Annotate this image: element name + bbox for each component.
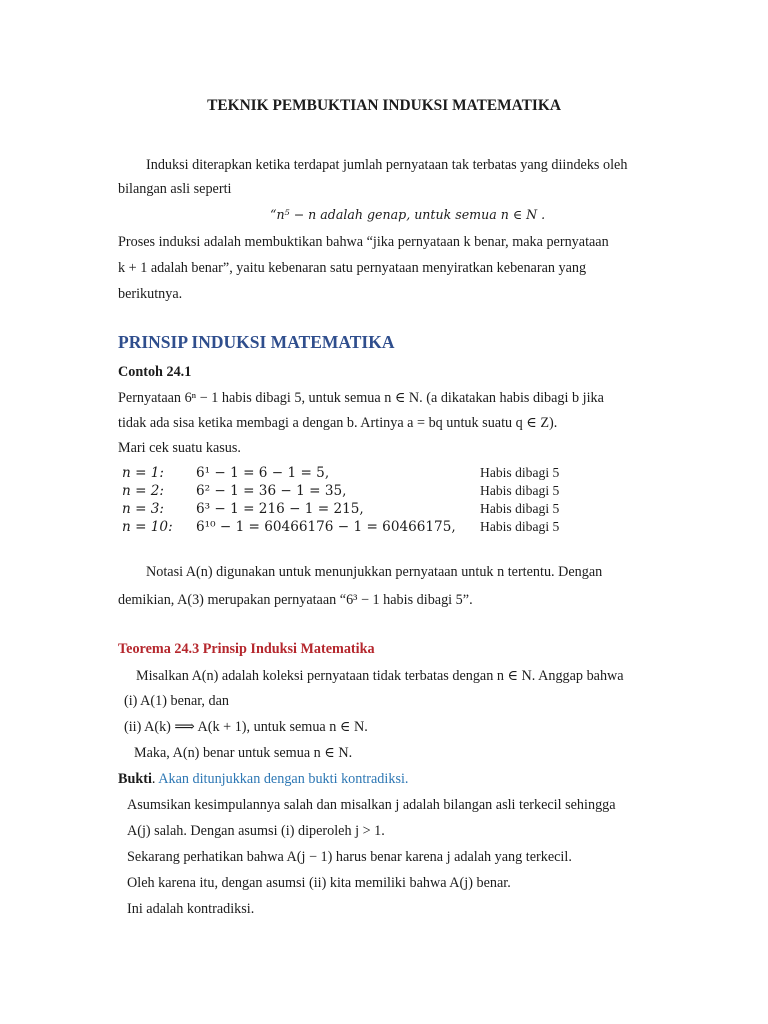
bukti-line-5: Ini adalah kontradiksi. (127, 901, 255, 917)
contoh-line-1: Pernyataan 6ⁿ − 1 habis dibagi 5, untuk semua n ∈ N. (a dikatakan habis dibagi b jika (118, 390, 604, 406)
bukti-label: Bukti (118, 771, 152, 787)
case-result: Habis dibagi 5 (480, 501, 560, 516)
case-n: n = 3: (122, 501, 165, 517)
case-n: n = 10: (122, 519, 173, 535)
intro-example-formula: “n⁵ − n adalah genap, untuk semua n ∈ N . (270, 207, 546, 222)
case-n: n = 2: (122, 483, 165, 499)
case-n: n = 1: (122, 465, 165, 481)
bukti-line-3: Sekarang perhatikan bahwa A(j − 1) harus benar karena j adalah yang terkecil. (127, 849, 572, 865)
bukti-line-2: A(j) salah. Dengan asumsi (i) diperoleh j > 1. (127, 823, 385, 839)
contoh-heading: Contoh 24.1 (118, 364, 192, 380)
notasi-line-2: demikian, A(3) merupakan pernyataan “6³ − 1 habis dibagi 5”. (118, 592, 473, 608)
teorema-line-1: Misalkan A(n) adalah koleksi pernyataan tidak terbatas dengan n ∈ N. Anggap bahwa (136, 668, 624, 684)
case-calc: 6¹⁰ − 1 = 60466176 − 1 = 60466175, (196, 519, 456, 535)
case-calc: 6³ − 1 = 216 − 1 = 215, (196, 501, 364, 517)
notasi-line-1: Notasi A(n) digunakan untuk menunjukkan pernyataan untuk n tertentu. Dengan (146, 564, 603, 580)
teorema-item-2: (ii) A(k) ⟹ A(k + 1), untuk semua n ∈ N. (124, 719, 368, 735)
page-title: TEKNIK PEMBUKTIAN INDUKSI MATEMATIKA (207, 97, 561, 114)
bukti-lead: Akan ditunjukkan dengan bukti kontradiksi. (158, 771, 409, 787)
teorema-heading: Teorema 24.3 Prinsip Induksi Matematika (118, 641, 375, 657)
teorema-item-1: (i) A(1) benar, dan (124, 693, 230, 709)
intro-line-5: berikutnya. (118, 286, 183, 302)
bukti-line-1: Asumsikan kesimpulannya salah dan misalkan j adalah bilangan asli terkecil sehingga (127, 797, 616, 813)
contoh-line-3: Mari cek suatu kasus. (118, 440, 241, 456)
intro-line-3: Proses induksi adalah membuktikan bahwa “jika pernyataan k benar, maka pernyataan (118, 234, 609, 250)
contoh-line-2: tidak ada sisa ketika membagi a dengan b. Artinya a = bq untuk suatu q ∈ Z). (118, 415, 558, 431)
bukti-lead-line: Bukti. Akan ditunjukkan dengan bukti kontradiksi. (118, 771, 409, 787)
case-calc: 6¹ − 1 = 6 − 1 = 5, (196, 465, 330, 481)
section-heading: PRINSIP INDUKSI MATEMATIKA (118, 332, 395, 352)
bukti-line-4: Oleh karena itu, dengan asumsi (ii) kita memiliki bahwa A(j) benar. (127, 875, 511, 891)
intro-line-1: Induksi diterapkan ketika terdapat jumlah pernyataan tak terbatas yang diindeks oleh (146, 157, 628, 173)
intro-line-2: bilangan asli seperti (118, 181, 232, 197)
teorema-line-4: Maka, A(n) benar untuk semua n ∈ N. (134, 745, 353, 761)
case-calc: 6² − 1 = 36 − 1 = 35, (196, 483, 347, 499)
case-result: Habis dibagi 5 (480, 465, 560, 480)
case-result: Habis dibagi 5 (480, 483, 560, 498)
intro-line-4: k + 1 adalah benar”, yaitu kebenaran satu pernyataan menyiratkan kebenaran yang (118, 260, 587, 276)
case-result: Habis dibagi 5 (480, 519, 560, 534)
